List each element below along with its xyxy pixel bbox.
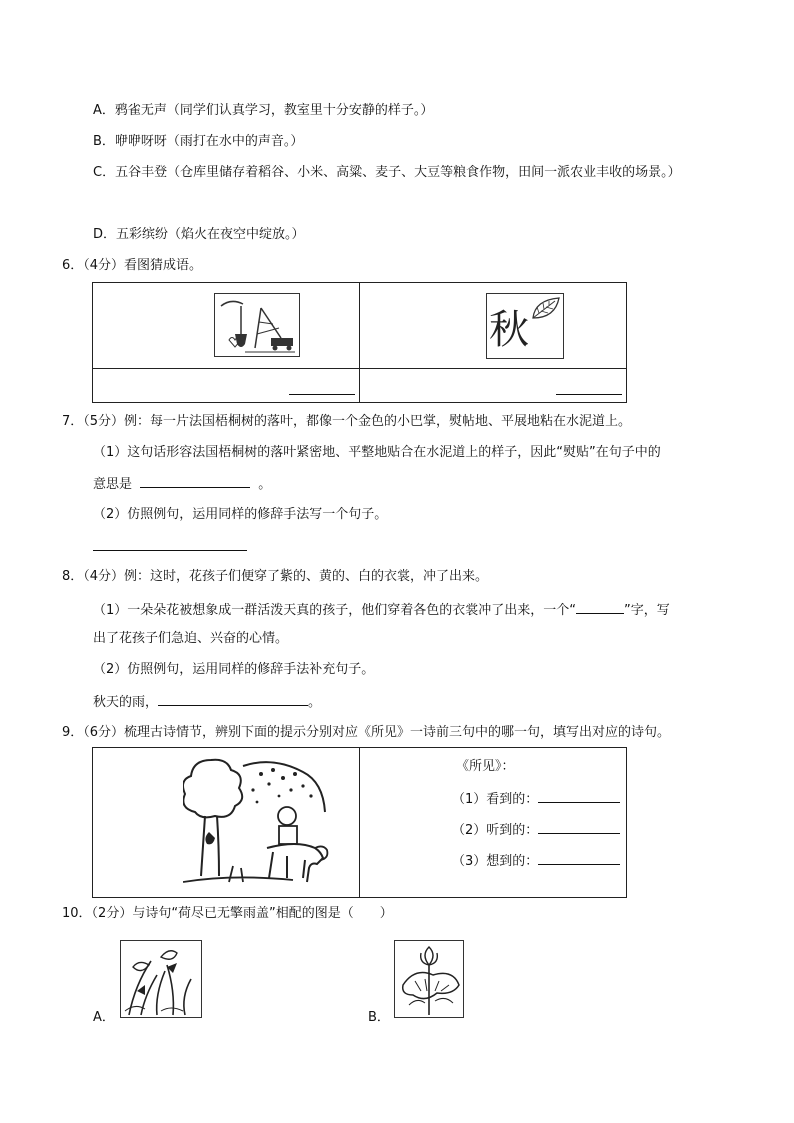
- q8-word-blank[interactable]: [576, 600, 624, 614]
- q8-part1-line1: [93, 600, 670, 620]
- q9-table: [92, 747, 627, 898]
- q7-sentence-blank[interactable]: [93, 550, 247, 551]
- q8-fill-suffix: 。: [308, 695, 322, 710]
- q8-part2: （2）仿照例句，运用同样的修辞手法补充句子。: [93, 662, 375, 677]
- q9-title: 9．（6分）梳理古诗情节，辨别下面的提示分别对应《所见》一诗前三句中的哪一句，填写出对应的诗句。: [62, 725, 671, 740]
- q10-option-a-label: A．: [93, 1010, 115, 1025]
- q8-sentence-blank[interactable]: [158, 692, 308, 706]
- q7-part1-prefix: 意思是: [93, 477, 133, 492]
- q6-picture-2: [486, 293, 564, 359]
- q8-part1-line2: 出了花孩子们急迫、兴奋的心情。: [93, 631, 289, 646]
- q6-picture-1: [214, 293, 300, 357]
- q6-title: 6．（4分）看图猜成语。: [62, 258, 203, 273]
- q7-part1-suffix: 。: [258, 477, 272, 492]
- q9-poem-title: 《所见》：: [456, 759, 515, 774]
- q5-option-c: C．五谷丰登（仓库里储存着稻谷、小米、高粱、麦子、大豆等粮食作物，田间一派农业丰收的场景。）: [93, 165, 681, 180]
- herd-boy-picture: [183, 756, 333, 888]
- shovel-crane-icon: [215, 294, 299, 356]
- q5-option-b: B．咿咿呀呀（雨打在水中的声音。）: [93, 134, 304, 149]
- q9-heard-line: [452, 820, 620, 840]
- q10-option-a-picture[interactable]: [120, 940, 202, 1018]
- q6-table: [92, 282, 627, 403]
- withered-lotus-icon: [121, 941, 201, 1017]
- q5-option-a: A．鸦雀无声（同学们认真学习，教室里十分安静的样子。）: [93, 103, 434, 118]
- q9-heard-label: （2）听到的：: [452, 823, 539, 838]
- q9-seen-line: [452, 789, 620, 809]
- q7-part1-line2: [93, 474, 271, 494]
- q6-answer-blank-2[interactable]: [556, 394, 622, 395]
- q9-heard-blank[interactable]: [538, 820, 620, 834]
- q10-option-b-picture[interactable]: [394, 940, 464, 1018]
- q9-seen-label: （1）看到的：: [452, 792, 539, 807]
- q6-answer-blank-1[interactable]: [289, 394, 355, 395]
- q7-title: 7．（5分）例：每一片法国梧桐树的落叶，都像一个金色的小巴掌，熨帖地、平展地粘在水泥道上。: [62, 414, 632, 429]
- autumn-character: 秋: [489, 307, 529, 353]
- q7-answer-blank[interactable]: [140, 474, 250, 488]
- q8-fill-prefix: 秋天的雨，: [93, 695, 159, 710]
- q9-thought-line: [452, 851, 620, 871]
- q7-part1-line1: （1）这句话形容法国梧桐树的落叶紧密地、平整地贴合在水泥道上的样子，因此“熨贴”在句子中的: [93, 445, 661, 460]
- q10-title: 10．（2分）与诗句“荷尽已无擎雨盖”相配的图是（ ）: [62, 906, 393, 921]
- q10-option-b-label: B．: [368, 1010, 390, 1025]
- q5-option-d: D．五彩缤纷（焰火在夜空中绽放。）: [93, 227, 305, 242]
- q9-seen-blank[interactable]: [538, 789, 620, 803]
- q8-part1-prefix: （1）一朵朵花被想象成一群活泼天真的孩子，他们穿着各色的衣裳冲了出来，一个“: [93, 603, 577, 618]
- q8-part1-suffix: ”字，写: [624, 603, 670, 618]
- lotus-leaf-icon: [395, 941, 463, 1017]
- q8-fill-line: [93, 692, 321, 712]
- leaf-icon: [531, 296, 561, 322]
- q9-thought-label: （3）想到的：: [452, 854, 539, 869]
- q9-thought-blank[interactable]: [538, 851, 620, 865]
- q8-title: 8．（4分）例：这时，花孩子们便穿了紫的、黄的、白的衣裳，冲了出来。: [62, 569, 489, 584]
- q7-part2: （2）仿照例句，运用同样的修辞手法写一个句子。: [93, 507, 388, 522]
